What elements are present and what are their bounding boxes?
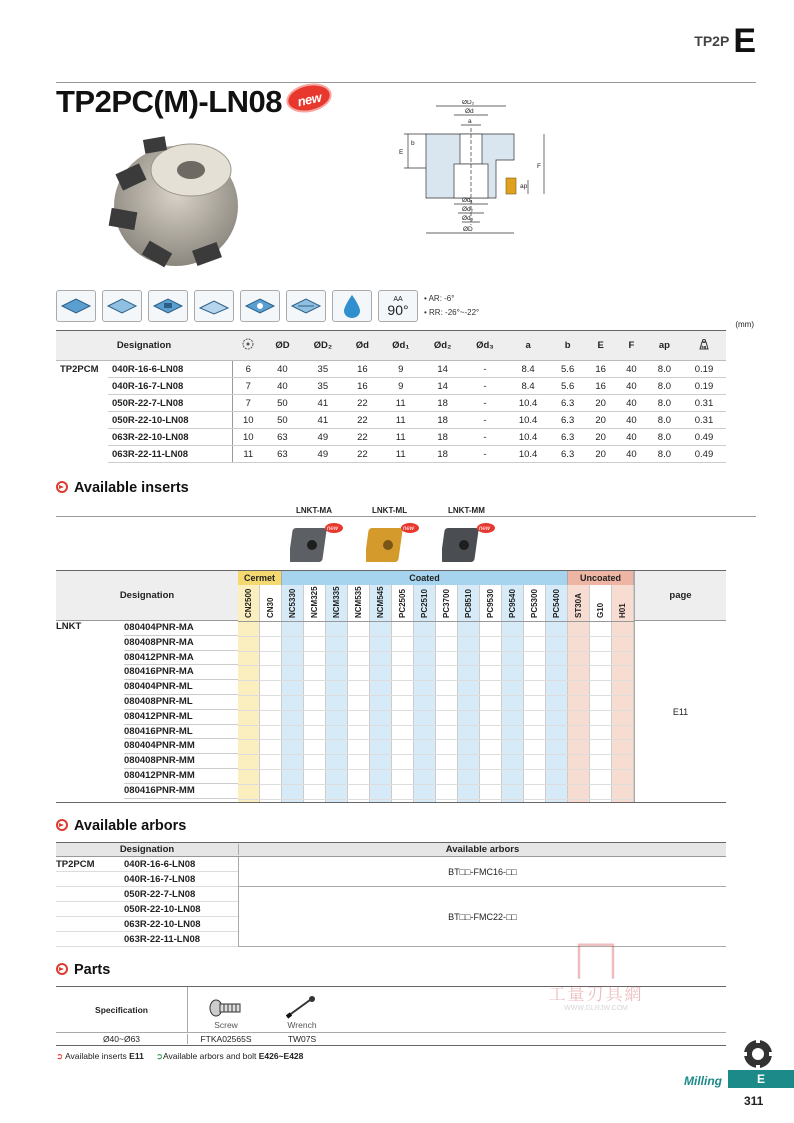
parts-range: Ø40~Ø63 — [56, 1034, 188, 1044]
arbor-row — [56, 902, 238, 917]
inserts-divider — [56, 516, 756, 517]
heat-resistant-insert-icon — [240, 290, 280, 322]
value-cell: 11 — [380, 429, 422, 446]
value-cell: 20 — [585, 412, 616, 429]
value-cell: 0.31 — [682, 395, 726, 412]
designation-header: Designation — [56, 571, 238, 621]
value-cell: 20 — [585, 395, 616, 412]
insert-ma-image — [290, 520, 346, 568]
value-cell: 5.6 — [550, 361, 585, 378]
unit-label: (mm) — [735, 320, 754, 329]
non-ferrous-insert-icon — [194, 290, 234, 322]
page-reference: E11 — [634, 621, 726, 803]
row-divider — [238, 725, 634, 726]
insert-designation: 080404PNR-MA — [124, 621, 238, 636]
angle-code: AA — [393, 295, 403, 303]
arbor-spec-a: BT□□-FMC16-□□ — [239, 857, 726, 887]
grade-label: PC2510 — [420, 589, 429, 618]
arbor-row — [56, 932, 238, 947]
group-cell — [56, 446, 108, 463]
footnote-inserts-text: Available inserts — [65, 1051, 127, 1061]
dim-label: ØD₂ — [462, 100, 475, 106]
value-cell: 22 — [345, 412, 380, 429]
footer-section-tab: E — [728, 1070, 794, 1088]
grade-label: NCM545 — [376, 586, 385, 618]
value-cell: 9 — [380, 378, 422, 395]
arbors-heading-text: Available arbors — [74, 818, 187, 834]
value-cell: 22 — [345, 395, 380, 412]
group-cell — [56, 429, 108, 446]
section-letter: E — [733, 22, 756, 60]
value-cell: 40 — [616, 395, 647, 412]
arbor-designation: 063R-22-10-LN08 — [124, 918, 201, 930]
watermark-title: 工量刃具網 — [548, 985, 644, 1004]
value-cell: 8.4 — [506, 378, 550, 395]
grade-label: NC5330 — [288, 588, 297, 618]
arbor-group: TP2PCM — [56, 858, 95, 870]
insert-family: LNKT — [56, 621, 82, 632]
value-cell: 35 — [301, 361, 345, 378]
arbors-col-arbors: Available arbors — [238, 844, 726, 855]
axial-rake: • AR: -6° — [424, 294, 455, 303]
insert-designation: 080404PNR-MM — [124, 739, 238, 754]
value-cell: 6.3 — [550, 429, 585, 446]
value-cell: 7 — [232, 395, 264, 412]
value-cell: 22 — [345, 446, 380, 463]
value-cell: - — [464, 446, 506, 463]
insert-type-label: LNKT-MM — [448, 506, 485, 515]
value-cell: 11 — [232, 446, 264, 463]
arbor-designation: 040R-16-6-LN08 — [124, 858, 196, 870]
value-cell: 40 — [264, 378, 301, 395]
col-header: b — [550, 331, 585, 361]
dim-label: E — [399, 149, 404, 156]
row-divider — [238, 651, 634, 652]
wrench-icon — [284, 996, 320, 1020]
page-header: page — [634, 571, 726, 621]
arbor-designation: 050R-22-10-LN08 — [124, 903, 201, 915]
footnote-inserts[interactable]: ➲ Available inserts E11 — [56, 1051, 144, 1061]
value-cell: 40 — [616, 361, 647, 378]
value-cell: 8.0 — [647, 446, 682, 463]
cast-iron-insert-icon — [148, 290, 188, 322]
insert-designation: 080412PNR-MA — [124, 651, 238, 666]
group-cell — [56, 378, 108, 395]
value-cell: 20 — [585, 429, 616, 446]
dim-label: ØD — [463, 226, 473, 233]
insert-designation: 080404PNR-ML — [124, 680, 238, 695]
col-header: Ød₁ — [380, 331, 422, 361]
value-cell: 11 — [380, 412, 422, 429]
insert-designation: 080416PNR-MM — [124, 784, 238, 799]
spec-table — [56, 330, 726, 463]
page-number: 311 — [744, 1094, 764, 1108]
col-header: Ød — [345, 331, 380, 361]
grade-label: CN30 — [266, 597, 275, 618]
value-cell: 63 — [264, 446, 301, 463]
grade-label: NCM335 — [332, 586, 341, 618]
col-header: ap — [647, 331, 682, 361]
value-cell: 14 — [422, 378, 464, 395]
value-cell: 11 — [380, 446, 422, 463]
value-cell: 10.4 — [506, 395, 550, 412]
insert-designation: 080416PNR-ML — [124, 725, 238, 740]
value-cell: 18 — [422, 429, 464, 446]
value-cell: 0.19 — [682, 361, 726, 378]
watermark-url: WWW.GLRJW.COM — [564, 1005, 628, 1012]
grade-group-header: Uncoated — [568, 571, 634, 585]
value-cell: 16 — [585, 361, 616, 378]
teeth-count-icon — [232, 331, 264, 361]
insert-new-badge: new — [403, 526, 415, 532]
footnote-arbors-ref: E426~E428 — [258, 1051, 304, 1061]
value-cell: 49 — [301, 429, 345, 446]
value-cell: 0.31 — [682, 412, 726, 429]
grade-label: G10 — [596, 602, 605, 618]
value-cell: 0.19 — [682, 378, 726, 395]
grade-group-header: Cermet — [238, 571, 282, 585]
footnote-inserts-ref: E11 — [129, 1051, 144, 1061]
grade-label: PC5400 — [552, 589, 561, 618]
inserts-heading — [56, 480, 189, 496]
grade-label: PC9540 — [508, 589, 517, 618]
insert-type-label: LNKT-MA — [296, 506, 332, 515]
insert-designation: 080408PNR-MA — [124, 636, 238, 651]
arbor-spec-b: BT□□-FMC22-□□ — [239, 887, 726, 947]
weight-icon — [682, 331, 726, 361]
value-cell: 40 — [616, 429, 647, 446]
steel-insert-icon — [56, 290, 96, 322]
dim-label: Ød₃ — [462, 215, 474, 222]
value-cell: 8.0 — [647, 395, 682, 412]
value-cell: 8.0 — [647, 412, 682, 429]
row-divider — [238, 710, 634, 711]
grade-label: PC5300 — [530, 589, 539, 618]
rake-angles — [424, 292, 479, 320]
designation-cell: 040R-16-6-LN08 — [108, 361, 232, 378]
row-divider — [238, 769, 634, 770]
title-text: TP2PC(M)-LN08 — [56, 84, 283, 119]
value-cell: - — [464, 412, 506, 429]
grade-label: NCM535 — [354, 586, 363, 618]
page-title — [56, 84, 332, 120]
value-cell: 35 — [301, 378, 345, 395]
table-row — [56, 395, 726, 412]
grade-label: PC8510 — [464, 589, 473, 618]
value-cell: - — [464, 429, 506, 446]
value-cell: 6.3 — [550, 395, 585, 412]
insert-mm-image — [442, 520, 498, 568]
insert-new-badge: new — [327, 526, 339, 532]
row-divider — [238, 665, 634, 666]
col-header: Ød₂ — [422, 331, 464, 361]
arbor-row — [56, 887, 238, 902]
value-cell: 63 — [264, 429, 301, 446]
table-row — [56, 361, 726, 378]
value-cell: - — [464, 395, 506, 412]
value-cell: 16 — [345, 378, 380, 395]
parts-heading-text: Parts — [74, 962, 111, 978]
arbor-row — [56, 872, 238, 887]
arbors-table — [56, 842, 726, 947]
value-cell: - — [464, 361, 506, 378]
designation-cell: 063R-22-10-LN08 — [108, 429, 232, 446]
value-cell: 0.49 — [682, 429, 726, 446]
value-cell: 40 — [616, 412, 647, 429]
row-divider — [238, 754, 634, 755]
radial-rake: • RR: -26°~-22° — [424, 308, 480, 317]
value-cell: 8.4 — [506, 361, 550, 378]
screw-code: FTKA02565S — [200, 1034, 252, 1044]
grade-label: PC2505 — [398, 589, 407, 618]
insert-designation: 080412PNR-MM — [124, 769, 238, 784]
group-cell: TP2PCM — [60, 363, 99, 375]
arbor-designation: 063R-22-11-LN08 — [124, 933, 201, 945]
value-cell: 10 — [232, 429, 264, 446]
row-divider — [238, 784, 634, 785]
footer-category: Milling — [684, 1074, 722, 1088]
designation-cell: 050R-22-10-LN08 — [108, 412, 232, 429]
wrench-column — [264, 987, 340, 1032]
value-cell: 41 — [301, 395, 345, 412]
value-cell: 6.3 — [550, 412, 585, 429]
designation-cell: 040R-16-7-LN08 — [108, 378, 232, 395]
grade-label: ST30A — [574, 593, 583, 618]
angle-value: 90° — [387, 301, 409, 318]
arbor-designation: 050R-22-7-LN08 — [124, 888, 196, 900]
row-divider — [238, 680, 634, 681]
col-header: ØD — [264, 331, 301, 361]
watermark — [530, 946, 662, 1012]
hardened-insert-icon — [286, 290, 326, 322]
value-cell: 50 — [264, 412, 301, 429]
value-cell: 14 — [422, 361, 464, 378]
value-cell: 7 — [232, 378, 264, 395]
approach-angle-icon — [378, 290, 418, 322]
wrench-code: TW07S — [287, 1034, 317, 1044]
dim-label: Ød₂ — [462, 206, 474, 213]
insert-designation: 080408PNR-ML — [124, 695, 238, 710]
inserts-heading-text: Available inserts — [74, 480, 189, 496]
dim-label: a — [468, 118, 472, 125]
grade-group-header: Coated — [282, 571, 568, 585]
screw-column — [188, 987, 264, 1032]
footnote-arbors-text: Available arbors and bolt — [162, 1051, 257, 1061]
grade-label: PC9530 — [486, 589, 495, 618]
value-cell: 20 — [585, 446, 616, 463]
dim-label: ap — [520, 183, 528, 190]
footnotes — [56, 1051, 303, 1062]
insert-designation: 080412PNR-ML — [124, 710, 238, 725]
insert-new-badge: new — [479, 526, 491, 532]
value-cell: 6.3 — [550, 446, 585, 463]
series-tag — [694, 22, 756, 61]
grade-label: PC3700 — [442, 589, 451, 618]
value-cell: 18 — [422, 412, 464, 429]
value-cell: 50 — [264, 395, 301, 412]
value-cell: 5.6 — [550, 378, 585, 395]
arbor-row — [56, 857, 238, 872]
col-header: ØD₂ — [301, 331, 345, 361]
insert-designation: 080408PNR-MM — [124, 754, 238, 769]
col-header: Ød₃ — [464, 331, 506, 361]
value-cell: 18 — [422, 446, 464, 463]
dim-label: b — [411, 140, 415, 147]
table-row — [56, 412, 726, 429]
group-cell — [56, 395, 108, 412]
dim-label: F — [537, 163, 541, 170]
value-cell: 8.0 — [647, 429, 682, 446]
value-cell: 49 — [301, 446, 345, 463]
grade-header-divider — [238, 621, 634, 622]
milling-cutter-icon — [742, 1038, 774, 1070]
value-cell: 40 — [264, 361, 301, 378]
value-cell: 40 — [616, 378, 647, 395]
designation-cell: 050R-22-7-LN08 — [108, 395, 232, 412]
value-cell: 8.0 — [647, 378, 682, 395]
table-row — [56, 429, 726, 446]
value-cell: - — [464, 378, 506, 395]
value-cell: 9 — [380, 361, 422, 378]
row-divider — [238, 636, 634, 637]
screw-icon — [208, 996, 244, 1020]
row-divider — [238, 695, 634, 696]
inserts-grid — [56, 570, 726, 802]
value-cell: 16 — [345, 361, 380, 378]
cutter-photo — [96, 128, 246, 276]
col-header: Designation — [56, 331, 232, 361]
value-cell: 10.4 — [506, 429, 550, 446]
dim-label: Ød — [465, 108, 474, 115]
table-row — [56, 446, 726, 463]
header-divider — [56, 82, 756, 83]
coolant-drop-icon — [332, 290, 372, 322]
arbors-col-designation: Designation — [119, 844, 175, 855]
parts-spec-label: Specification — [56, 987, 188, 1032]
arbor-designation: 040R-16-7-LN08 — [124, 873, 196, 885]
value-cell: 10 — [232, 412, 264, 429]
insert-ml-image — [366, 520, 422, 568]
col-header: F — [616, 331, 647, 361]
value-cell: 16 — [585, 378, 616, 395]
row-divider — [238, 739, 634, 740]
value-cell: 10.4 — [506, 412, 550, 429]
value-cell: 11 — [380, 395, 422, 412]
grade-label: H01 — [618, 603, 627, 618]
value-cell: 41 — [301, 412, 345, 429]
weight-unit: kg — [701, 344, 707, 349]
value-cell: 0.49 — [682, 446, 726, 463]
table-row — [56, 378, 726, 395]
group-cell — [56, 412, 108, 429]
insert-designation: 080416PNR-MA — [124, 665, 238, 680]
technical-drawing — [396, 100, 548, 242]
dim-label: Ød₁ — [462, 197, 473, 204]
designation-cell: 063R-22-11-LN08 — [108, 446, 232, 463]
arbor-row — [56, 917, 238, 932]
grade-label: CN2500 — [244, 588, 253, 618]
new-badge: new — [284, 80, 335, 117]
value-cell: 8.0 — [647, 361, 682, 378]
value-cell: 10.4 — [506, 446, 550, 463]
insert-type-label: LNKT-ML — [372, 506, 408, 515]
screw-label: Screw — [214, 1020, 238, 1030]
footnote-arbors[interactable]: ➲Available arbors and bolt E426~E428 — [155, 1051, 304, 1061]
value-cell: 40 — [616, 446, 647, 463]
grade-label: NCM325 — [310, 586, 319, 618]
row-divider — [238, 799, 634, 800]
series-label: TP2P — [694, 33, 730, 49]
grid-bottom — [56, 802, 726, 803]
wrench-label: Wrench — [287, 1020, 317, 1030]
value-cell: 18 — [422, 395, 464, 412]
value-cell: 6 — [232, 361, 264, 378]
watermark-logo: ⎾⏋ — [562, 944, 630, 982]
col-header: E — [585, 331, 616, 361]
arbors-heading — [56, 818, 186, 834]
stainless-insert-icon — [102, 290, 142, 322]
col-header: a — [506, 331, 550, 361]
value-cell: 22 — [345, 429, 380, 446]
parts-heading — [56, 962, 110, 978]
